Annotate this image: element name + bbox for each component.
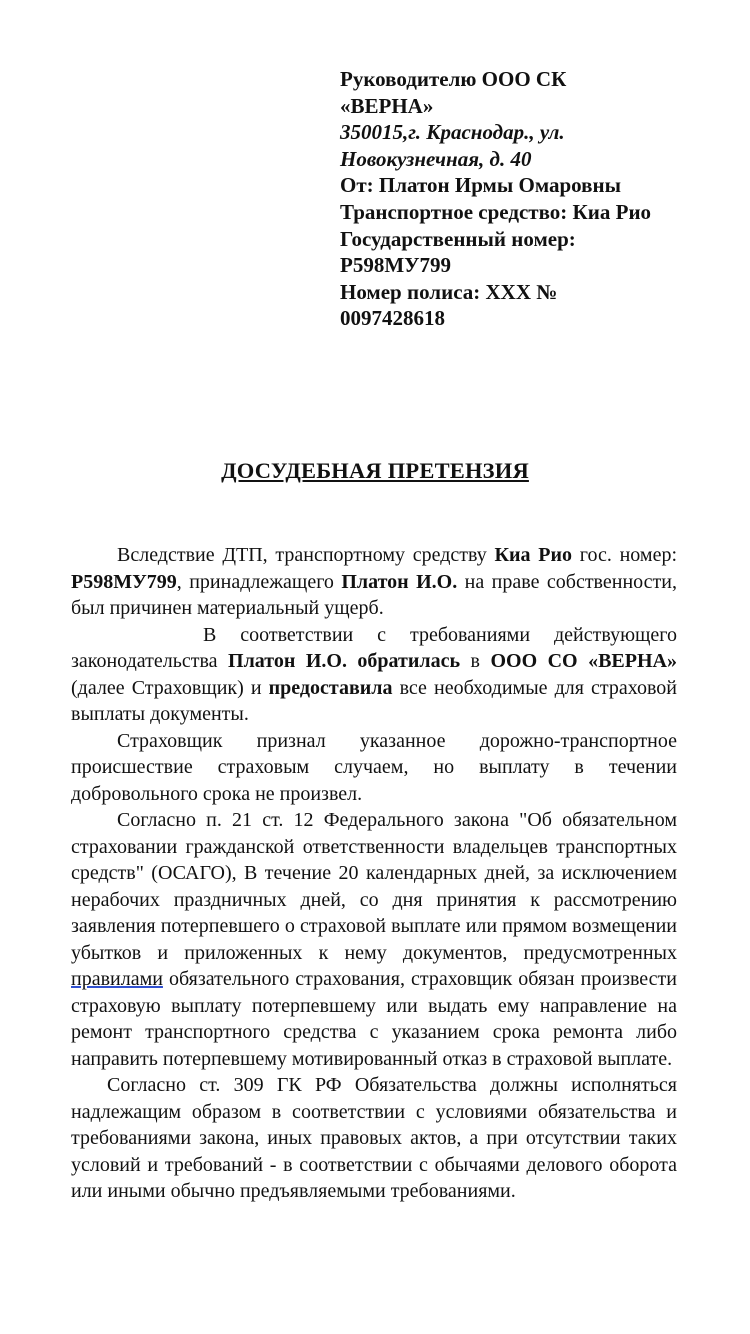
document-body — [71, 542, 677, 1205]
p1-bold-plate: Р598МУ799 — [71, 570, 177, 593]
policy-label: Номер полиса: ХХХ № — [340, 279, 558, 304]
addressee-address-city: 350015,г. Краснодар., ул. — [340, 120, 565, 145]
p2-text-3: (далее Страховщик) и — [71, 676, 269, 699]
addressee-recipient: Руководителю ООО СК — [340, 67, 567, 91]
p1-text-1: Вследствие ДТП, транспортному средству — [117, 544, 495, 566]
addressee-company: «ВЕРНА» — [340, 93, 434, 118]
p4-text-2: обязательного страхования, страховщик обязан произвести страховую выплату потерпевшему или выдать ему направление на ремонт транспортного средства с указанием срока ремонта либо направить потерпевшему мотивированный отказ в страховой выплате. — [71, 968, 677, 1070]
plate-label: Государственный номер: — [340, 226, 576, 251]
addressee-address-street: Новокузнечная, д. 40 — [340, 146, 532, 171]
vehicle-info: Транспортное средство: Киа Рио — [340, 199, 652, 224]
p2-bold-owner: Платон И.О. обратилась — [228, 650, 461, 672]
p2-text-2: в — [460, 650, 491, 672]
paragraph-1 — [71, 542, 677, 622]
paragraph-5: Согласно ст. 309 ГК РФ Обязательства должны исполняться надлежащим образом в соответствии с условиями обязательства и требованиями закона, иных правовых актов, а при отсутствии таких условий и требований - в соответствии с обычаями делового оборота или иными обычно предъявляемыми требованиями. — [71, 1074, 677, 1202]
paragraph-3: Страховщик признал указанное дорожно-транспортное происшествие страховым случаем, но выплату в течении добровольного срока не произвел. — [71, 729, 677, 805]
rules-link[interactable]: правилами — [71, 968, 163, 990]
p1-bold-vehicle: Киа Рио — [494, 544, 573, 566]
p1-bold-owner: Платон И.О. — [341, 570, 458, 593]
paragraph-4 — [71, 807, 677, 1072]
document-title: ДОСУДЕБНАЯ ПРЕТЕНЗИЯ — [221, 458, 529, 483]
p1-text-3: , принадлежащего — [176, 570, 342, 593]
p2-text-4: все необходимые для страховой выплаты документы. — [71, 676, 677, 725]
p2-bold-provided: предоставила — [268, 676, 393, 699]
addressee-block — [340, 66, 740, 332]
p2-text-1: В соответствии с требованиями действующего законодательства — [71, 623, 677, 672]
sender-name: От: Платон Ирмы Омаровны — [340, 173, 621, 198]
policy-number: 0097428618 — [340, 306, 445, 331]
p1-text-2: гос. номер: — [572, 544, 678, 566]
p4-text-1: Согласно п. 21 ст. 12 Федерального закона "Об обязательном страховании гражданской ответственности владельцев транспортных средств" (ОСАГО), В течение 20 календарных дней, за исключением нерабочих праздничных дней, со дня принятия к рассмотрению заявления потерпевшего о страховой выплате или прямом возмещении убытков и приложенных к нему документов, предусмотренных — [71, 809, 677, 964]
paragraph-2 — [71, 622, 677, 728]
plate-number: Р598МУ799 — [340, 253, 452, 278]
p2-bold-company: ООО СО «ВЕРНА» — [490, 650, 677, 672]
p1-text-4: на праве собственности, был причинен материальный ущерб. — [71, 570, 677, 619]
